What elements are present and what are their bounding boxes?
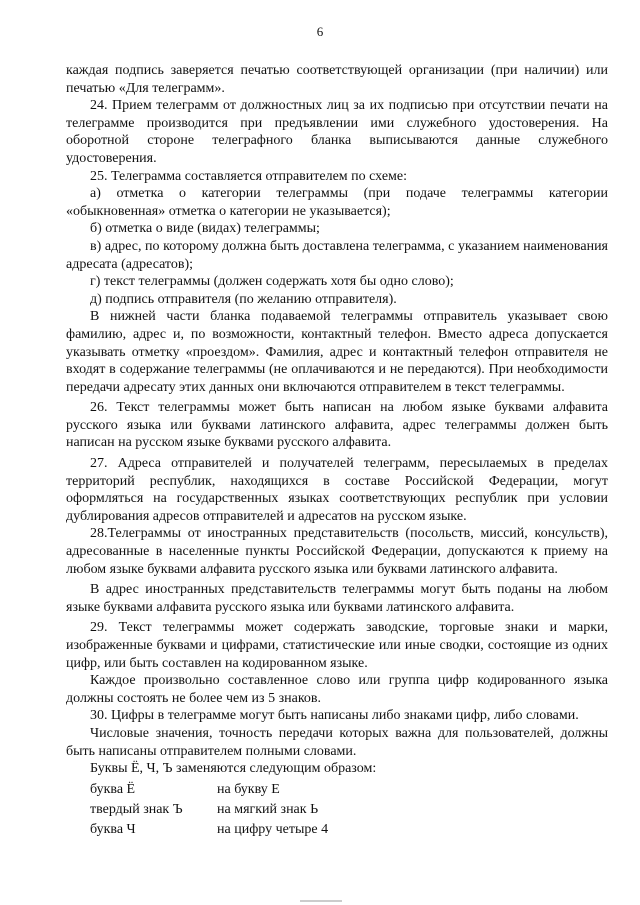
- paragraph-numeric-values: Числовые значения, точность передачи которых важна для пользователей, должны быть написаны отправителем полными словами.: [66, 725, 608, 759]
- paragraph-28: 28.Телеграммы от иностранных представительств (посольств, миссий, консульств), адресованные в населенные пункты Российской Федерации, допускаются к приему на любом языке буквами алфавита русского языка или буквами латинского алфавита.: [66, 526, 608, 577]
- replacement-target: на цифру четыре 4: [217, 821, 329, 837]
- table-row: [90, 800, 328, 820]
- letter-replacement-table: [90, 780, 328, 840]
- paragraph-continuation: каждая подпись заверяется печатью соответствующей организации (при наличии) или печатью «Для телеграмм».: [66, 63, 608, 96]
- paragraph-foreign-addresses: В адрес иностранных представительств телеграммы могут быть поданы на любом языке буквами алфавита русского языка или буквами латинского алфавита.: [66, 582, 608, 615]
- list-item-v: в) адрес, по которому должна быть доставлена телеграмма, с указанием наименования адресата (адресатов);: [66, 238, 608, 272]
- paragraph-coded-language: Каждое произвольно составленное слово или группа цифр кодированного языка должны состоять не более чем из 5 знаков.: [66, 673, 608, 706]
- list-item-a: а) отметка о категории телеграммы (при подаче телеграммы категории «обыкновенная» отметка о категории не указывается);: [66, 186, 608, 219]
- page-edge-mark: [300, 900, 342, 902]
- replacement-source: буква Ч: [90, 821, 136, 837]
- paragraph-26: 26. Текст телеграммы может быть написан на любом языке буквами алфавита русского языка или буквами латинского алфавита, адрес телеграммы должен быть написан на русском языке буквами русского алфавита.: [66, 400, 608, 451]
- page-number: 6: [316, 24, 324, 39]
- list-item-g: г) текст телеграммы (должен содержать хотя бы одно слово);: [90, 274, 454, 290]
- document-body: [66, 62, 608, 840]
- paragraph-24: 24. Прием телеграмм от должностных лиц за их подписью при отсутствии печати на телеграмме производится при предъявлении ими служебного удостоверения. На оборотной стороне телеграфного бланка выписываются данные служебного удостоверения.: [66, 98, 608, 166]
- paragraph-25: 25. Телеграмма составляется отправителем по схеме:: [90, 168, 407, 184]
- table-row: [90, 820, 328, 840]
- paragraph-letter-replacement: Буквы Ё, Ч, Ъ заменяются следующим образом:: [90, 761, 377, 777]
- replacement-target: на букву Е: [217, 781, 280, 797]
- list-item-d: д) подпись отправителя (по желанию отправителя).: [90, 291, 397, 307]
- replacement-source: буква Ё: [90, 781, 136, 797]
- replacement-target: на мягкий знак Ь: [217, 801, 319, 817]
- paragraph-sender-info: В нижней части бланка подаваемой телеграммы отправитель указывает свою фамилию, адрес и, по возможности, контактный телефон. Вместо адреса допускается указывать отметку «проездом». Фамилия, адрес и контактный телефон отправителя не входят в содержание телеграммы (не оплачиваются и не передаются). При необходимости передачи адресату этих данных они включаются отправителем в текст телеграммы.: [66, 309, 608, 395]
- paragraph-29: 29. Текст телеграммы может содержать заводские, торговые знаки и марки, изображенные буквами и цифрами, статистические или иные сводки, состоящие из одних цифр, или быть составлен на кодированном языке.: [66, 620, 608, 671]
- list-item-b: б) отметка о виде (видах) телеграммы;: [90, 221, 320, 237]
- paragraph-30: 30. Цифры в телеграмме могут быть написаны либо знаками цифр, либо словами.: [90, 708, 579, 724]
- table-row: [90, 780, 328, 800]
- paragraph-27: 27. Адреса отправителей и получателей телеграмм, пересылаемых в пределах территорий республик, находящихся в составе Российской Федерации, могут оформляться на государственных языках соответствующих республик при условии дублирования адресов отправителей и адресатов на русском языке.: [66, 456, 608, 524]
- replacement-source: твердый знак Ъ: [90, 801, 183, 817]
